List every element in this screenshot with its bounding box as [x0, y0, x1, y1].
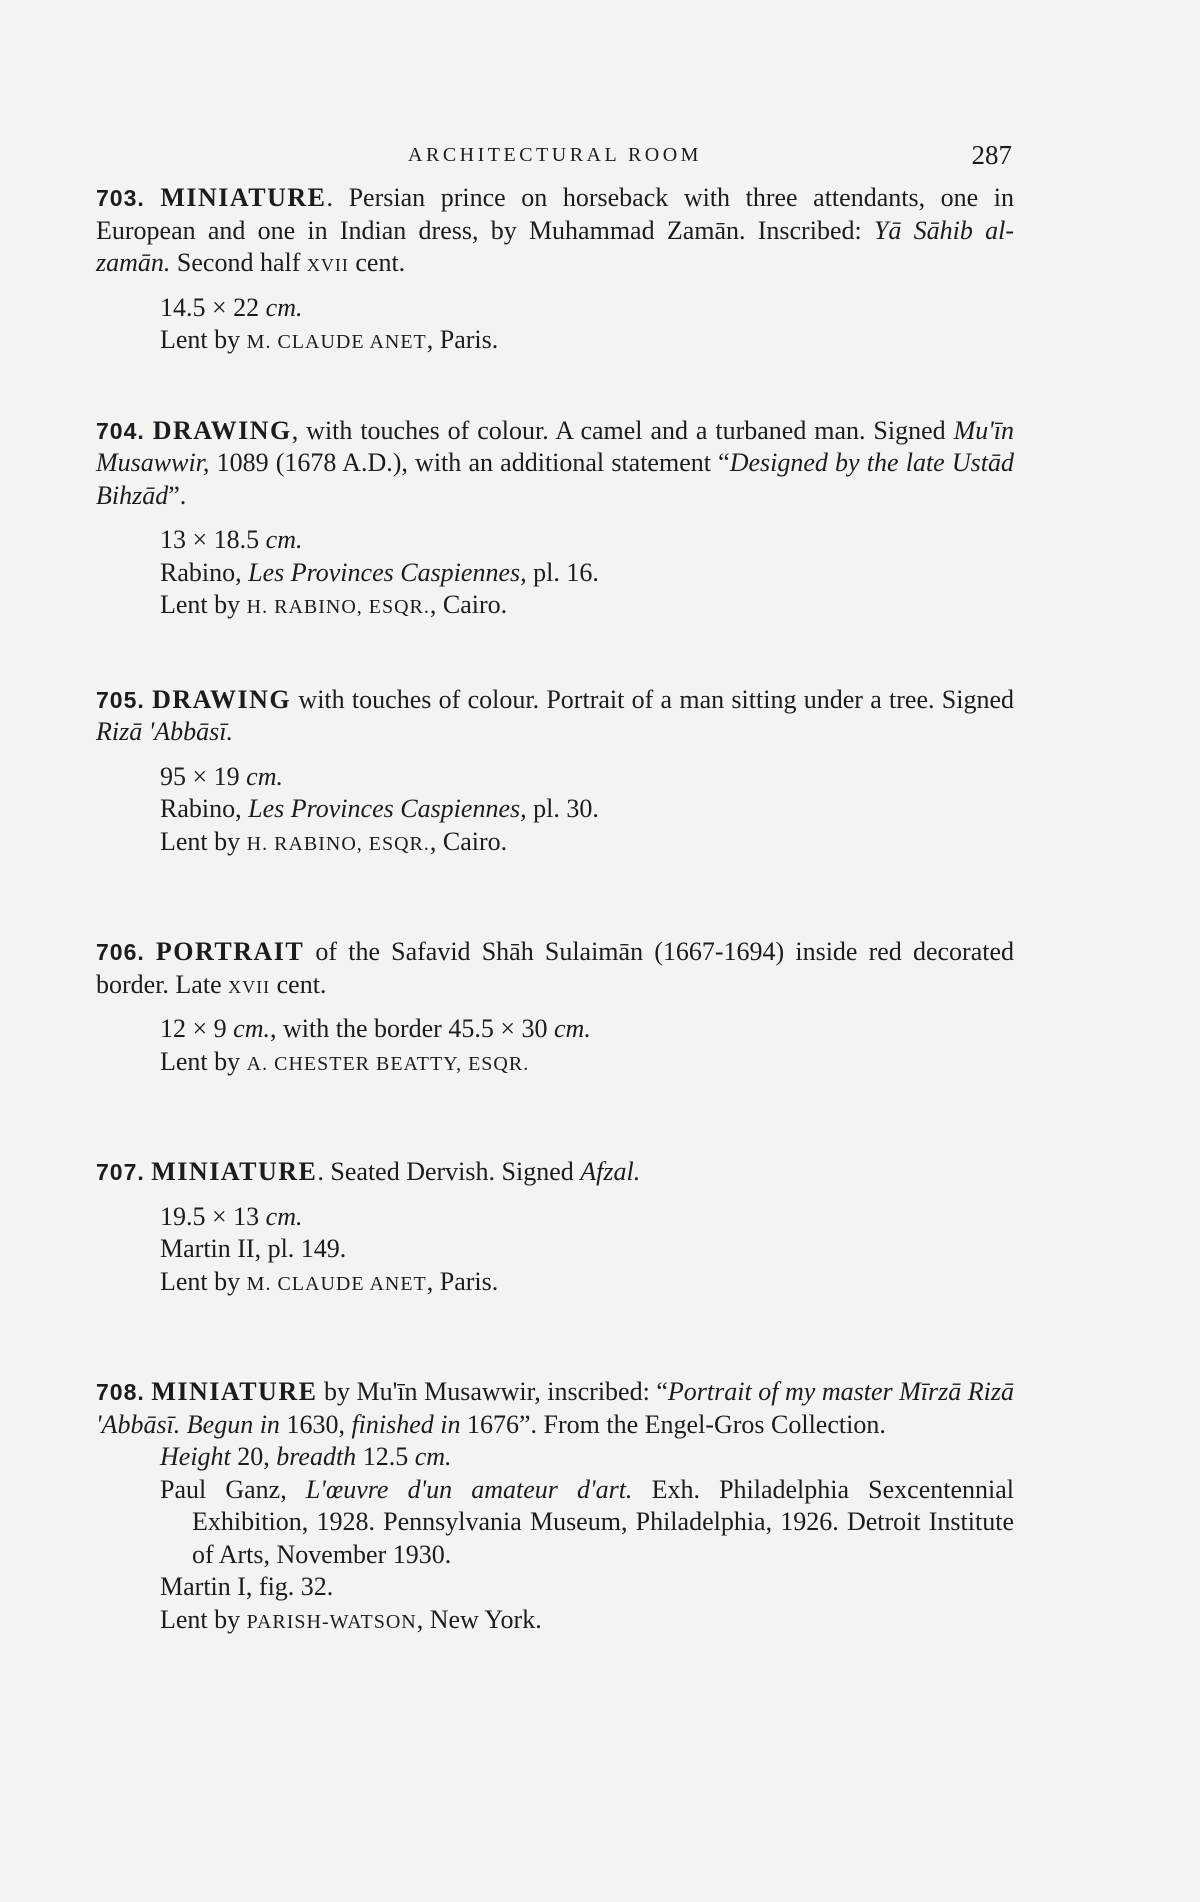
entry-number: 703. — [96, 185, 145, 211]
entry-dimensions: Height 20, breadth 12.5 cm. — [160, 1442, 452, 1471]
entry-reference: Paul Ganz, L'œuvre d'un amateur d'art. Exh. Philadelphia Sexcentennial Exhibition, 1928. Pennsylvania Museum, Philadelphia, 1926. Detroit Institute of Arts, November 1930. — [160, 1474, 1014, 1569]
entry-number: 707. — [96, 1159, 145, 1185]
entry-dimensions: 13 × 18.5 cm. — [160, 525, 303, 554]
entry-dimensions: 95 × 19 cm. — [160, 761, 283, 791]
entry-number: 704. — [96, 417, 145, 444]
entry-number: 705. — [96, 686, 145, 713]
entry-description: 705. DRAWING with touches of colour. Portrait of a man sitting under a tree. Signed Rizā 'Abbāsī. — [96, 684, 1015, 746]
entry-description: 707. MINIATURE. Seated Dervish. Signed Afzal. — [96, 1157, 641, 1186]
entry-heading: MINIATURE — [151, 1157, 318, 1186]
running-title: ARCHITECTURAL ROOM — [408, 144, 702, 166]
entry-reference: Rabino, Les Provinces Caspiennes, pl. 16. — [160, 557, 599, 587]
entry-lender: Lent by M. CLAUDE ANET, Paris. — [160, 325, 499, 354]
catalogue-entry-707 — [96, 1156, 1014, 1300]
entry-description: 703. MINIATURE. Persian prince on horseback with three attendants, one in European and one in Indian dress, by Muhammad Zamān. Inscribed: Yā Sāhib al-zamān. Second half xvii cent. — [96, 183, 1015, 277]
entry-description: 706. PORTRAIT of the Safavid Shāh Sulaimān (1667-1694) inside red decorated border. Late xvii cent. — [96, 937, 1015, 999]
entry-lender: Lent by PARISH-WATSON, New York. — [160, 1604, 542, 1634]
entry-reference: Rabino, Les Provinces Caspiennes, pl. 30. — [160, 794, 599, 823]
entry-lender: Lent by M. CLAUDE ANET, Paris. — [160, 1266, 499, 1296]
entry-heading: PORTRAIT — [155, 937, 305, 966]
entry-description: 704. DRAWING, with touches of colour. A camel and a turbaned man. Signed Mu'īn Musawwir, 1089 (1678 A.D.), with an additional statement “Designed by the late Ustād Bihzād”. — [96, 415, 1015, 510]
entry-dimensions: 12 × 9 cm., with the border 45.5 × 30 cm. — [160, 1014, 591, 1043]
catalogue-entry-705 — [96, 684, 1014, 861]
entry-dimensions: 19.5 × 13 cm. — [160, 1201, 303, 1231]
entry-heading: MINIATURE — [151, 1377, 318, 1406]
catalogue-page — [96, 140, 1014, 1638]
catalogue-entry-708 — [96, 1376, 1014, 1638]
entry-heading: DRAWING — [152, 684, 292, 714]
catalogue-entry-704 — [96, 415, 1014, 624]
entry-reference: Martin II, pl. 149. — [160, 1234, 347, 1263]
catalogue-entry-706 — [96, 936, 1014, 1080]
catalogue-entry-703 — [96, 182, 1014, 359]
entry-heading: DRAWING — [152, 415, 292, 445]
entry-lender: Lent by H. RABINO, ESQR., Cairo. — [160, 826, 508, 856]
entry-reference-secondary: Martin I, fig. 32. — [160, 1572, 334, 1601]
running-head — [96, 140, 1014, 176]
entry-lender: Lent by H. RABINO, ESQR., Cairo. — [160, 590, 508, 619]
entry-description: 708. MINIATURE by Mu'īn Musawwir, inscribed: “Portrait of my master Mīrzā Rizā 'Abbāsī. Begun in 1630, finished in 1676”. From the Engel-Gros Collection. — [96, 1377, 1015, 1439]
entry-lender: Lent by A. CHESTER BEATTY, ESQR. — [160, 1046, 530, 1076]
entry-number: 708. — [96, 1379, 145, 1405]
entry-dimensions: 14.5 × 22 cm. — [160, 292, 303, 322]
page-number: 287 — [971, 140, 1012, 170]
entry-heading: MINIATURE — [160, 183, 327, 212]
entry-number: 706. — [96, 939, 145, 965]
